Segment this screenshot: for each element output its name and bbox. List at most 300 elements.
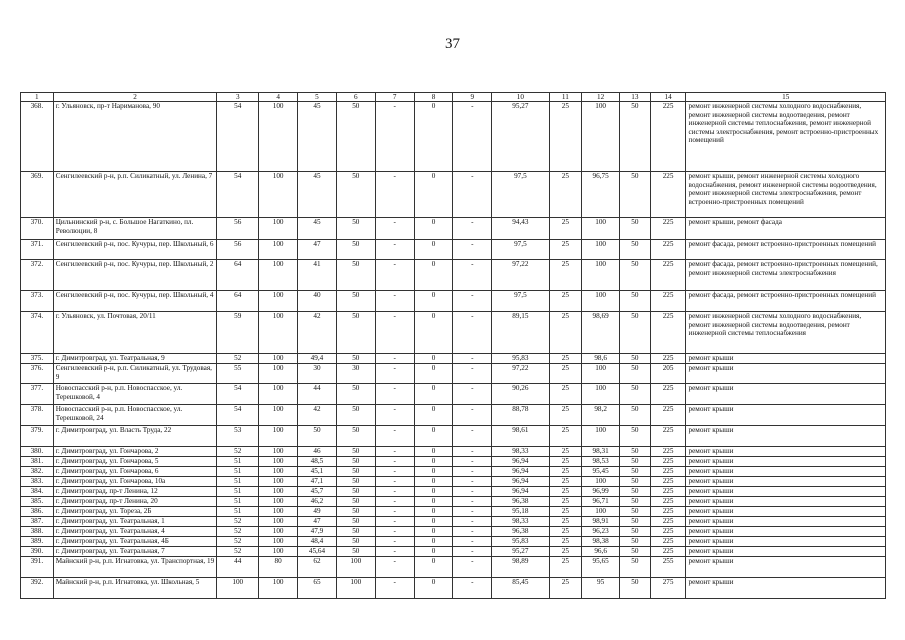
col-6-cell: 50 [336,537,375,547]
col-6-cell: 50 [336,312,375,354]
col-4-cell: 100 [259,312,298,354]
col-10-cell: 98,61 [492,426,549,447]
table-row [21,467,886,477]
col-8-cell: 0 [414,260,453,291]
col-6-cell: 50 [336,507,375,517]
col-8-cell: 0 [414,517,453,527]
col-7-cell: - [375,426,414,447]
row-number-cell: 384. [21,487,54,497]
col-4-cell: 100 [259,457,298,467]
col-3-cell: 51 [217,507,259,517]
col-12-cell: 98,6 [582,354,620,364]
col-10-cell: 95,18 [492,507,549,517]
col-5-cell: 48,5 [298,457,337,467]
col-12-cell: 95 [582,578,620,599]
header-cell: 1 [21,93,54,102]
col-11-cell: 25 [549,218,582,240]
header-cell: 4 [259,93,298,102]
header-cell: 15 [686,93,886,102]
col-11-cell: 25 [549,578,582,599]
col-12-cell: 100 [582,507,620,517]
col-5-cell: 42 [298,405,337,426]
col-6-cell: 50 [336,497,375,507]
col-3-cell: 51 [217,497,259,507]
table-row [21,218,886,240]
col-13-cell: 50 [620,218,651,240]
col-13-cell: 50 [620,578,651,599]
header-cell: 6 [336,93,375,102]
col-7-cell: - [375,384,414,405]
register-table [20,92,886,599]
col-14-cell: 225 [650,527,686,537]
col-7-cell: - [375,457,414,467]
col-11-cell: 25 [549,172,582,218]
table-row [21,537,886,547]
col-3-cell: 44 [217,557,259,578]
work-description-cell: ремонт крыши [686,467,886,477]
col-6-cell: 50 [336,218,375,240]
address-cell: Сенгилеевский р-н, р.п. Силикатный, ул. Ленина, 7 [53,172,217,218]
col-3-cell: 64 [217,260,259,291]
work-description-cell: ремонт фасада, ремонт встроенно-пристроенных помещений [686,240,886,260]
col-6-cell: 50 [336,517,375,527]
address-cell: г. Димитровград, ул. Гончарова, 5 [53,457,217,467]
col-4-cell: 100 [259,260,298,291]
col-4-cell: 100 [259,172,298,218]
col-10-cell: 90,26 [492,384,549,405]
col-11-cell: 25 [549,547,582,557]
col-8-cell: 0 [414,312,453,354]
col-10-cell: 97,5 [492,291,549,312]
col-11-cell: 25 [549,537,582,547]
header-cell: 12 [582,93,620,102]
col-14-cell: 255 [650,557,686,578]
col-7-cell: - [375,537,414,547]
address-cell: г. Димитровград, ул. Театральная, 7 [53,547,217,557]
col-13-cell: 50 [620,426,651,447]
col-11-cell: 25 [549,260,582,291]
table-row [21,487,886,497]
col-12-cell: 98,91 [582,517,620,527]
col-13-cell: 50 [620,537,651,547]
address-cell: Новоспасский р-н, р.п. Новоспасское, ул. Терешковой, 24 [53,405,217,426]
address-cell: г. Димитровград, ул. Гончарова, 10а [53,477,217,487]
work-description-cell: ремонт крыши [686,405,886,426]
col-9-cell: - [453,537,492,547]
col-11-cell: 25 [549,312,582,354]
col-8-cell: 0 [414,102,453,172]
col-8-cell: 0 [414,172,453,218]
work-description-cell: ремонт крыши [686,426,886,447]
col-11-cell: 25 [549,507,582,517]
col-9-cell: - [453,405,492,426]
header-cell: 10 [492,93,549,102]
work-description-cell: ремонт фасада, ремонт встроенно-пристроенных помещений, ремонт инженерной системы электроснабжения [686,260,886,291]
work-description-cell: ремонт крыши [686,477,886,487]
col-4-cell: 100 [259,547,298,557]
col-12-cell: 96,23 [582,527,620,537]
col-14-cell: 225 [650,497,686,507]
col-6-cell: 50 [336,457,375,467]
col-10-cell: 98,89 [492,557,549,578]
col-7-cell: - [375,487,414,497]
col-12-cell: 96,99 [582,487,620,497]
col-7-cell: - [375,517,414,527]
col-9-cell: - [453,426,492,447]
col-12-cell: 98,53 [582,457,620,467]
col-11-cell: 25 [549,291,582,312]
row-number-cell: 375. [21,354,54,364]
col-6-cell: 50 [336,405,375,426]
col-4-cell: 100 [259,218,298,240]
col-10-cell: 95,27 [492,547,549,557]
col-7-cell: - [375,557,414,578]
col-10-cell: 95,27 [492,102,549,172]
col-11-cell: 25 [549,447,582,457]
col-9-cell: - [453,102,492,172]
work-description-cell: ремонт крыши [686,557,886,578]
col-4-cell: 100 [259,405,298,426]
col-14-cell: 225 [650,537,686,547]
col-3-cell: 64 [217,291,259,312]
col-7-cell: - [375,354,414,364]
col-7-cell: - [375,405,414,426]
table-row [21,364,886,384]
col-9-cell: - [453,260,492,291]
table-row [21,517,886,527]
col-14-cell: 225 [650,172,686,218]
col-5-cell: 45,1 [298,467,337,477]
col-10-cell: 88,78 [492,405,549,426]
col-7-cell: - [375,497,414,507]
col-3-cell: 52 [217,517,259,527]
work-description-cell: ремонт крыши [686,354,886,364]
col-3-cell: 51 [217,477,259,487]
col-8-cell: 0 [414,537,453,547]
work-description-cell: ремонт крыши [686,527,886,537]
table-row [21,578,886,599]
table-row [21,457,886,467]
col-12-cell: 95,45 [582,467,620,477]
col-9-cell: - [453,557,492,578]
col-5-cell: 40 [298,291,337,312]
col-6-cell: 50 [336,172,375,218]
col-7-cell: - [375,364,414,384]
col-3-cell: 56 [217,240,259,260]
work-description-cell: ремонт крыши [686,497,886,507]
col-3-cell: 52 [217,447,259,457]
col-5-cell: 47,1 [298,477,337,487]
row-number-cell: 391. [21,557,54,578]
col-14-cell: 225 [650,291,686,312]
col-9-cell: - [453,457,492,467]
col-13-cell: 50 [620,172,651,218]
col-14-cell: 225 [650,547,686,557]
table-row [21,240,886,260]
row-number-cell: 383. [21,477,54,487]
col-12-cell: 95,65 [582,557,620,578]
col-13-cell: 50 [620,487,651,497]
address-cell: Сенгилеевский р-н, пос. Кучуры, пер. Школьный, 2 [53,260,217,291]
col-10-cell: 96,94 [492,487,549,497]
col-8-cell: 0 [414,477,453,487]
col-13-cell: 50 [620,557,651,578]
col-10-cell: 96,94 [492,467,549,477]
col-3-cell: 52 [217,354,259,364]
col-6-cell: 50 [336,102,375,172]
col-10-cell: 97,5 [492,240,549,260]
col-14-cell: 225 [650,218,686,240]
col-9-cell: - [453,364,492,384]
col-3-cell: 54 [217,384,259,405]
col-13-cell: 50 [620,477,651,487]
col-6-cell: 50 [336,291,375,312]
col-8-cell: 0 [414,405,453,426]
col-5-cell: 45,64 [298,547,337,557]
page-number: 37 [445,36,460,52]
col-14-cell: 225 [650,467,686,477]
col-5-cell: 47,9 [298,527,337,537]
col-7-cell: - [375,172,414,218]
header-cell: 7 [375,93,414,102]
col-7-cell: - [375,240,414,260]
col-5-cell: 62 [298,557,337,578]
col-12-cell: 98,31 [582,447,620,457]
col-6-cell: 50 [336,487,375,497]
address-cell: г. Димитровград, пр-т Ленина, 20 [53,497,217,507]
col-6-cell: 50 [336,467,375,477]
col-8-cell: 0 [414,527,453,537]
col-14-cell: 225 [650,312,686,354]
address-cell: г. Димитровград, ул. Театральная, 4 [53,527,217,537]
col-4-cell: 100 [259,447,298,457]
col-10-cell: 95,83 [492,537,549,547]
col-11-cell: 25 [549,384,582,405]
col-13-cell: 50 [620,517,651,527]
col-14-cell: 225 [650,426,686,447]
col-4-cell: 100 [259,527,298,537]
row-number-cell: 368. [21,102,54,172]
col-4-cell: 100 [259,354,298,364]
col-10-cell: 96,38 [492,497,549,507]
col-5-cell: 49 [298,507,337,517]
col-5-cell: 45,7 [298,487,337,497]
work-description-cell: ремонт крыши, ремонт фасада [686,218,886,240]
col-13-cell: 50 [620,527,651,537]
work-description-cell: ремонт крыши, ремонт инженерной системы холодного водоснабжения, ремонт инженерной системы водоотведения, ремонт инженерной системы электроснабжения, ремонт встроенно-пристроенных помещений [686,172,886,218]
table-row [21,291,886,312]
col-4-cell: 100 [259,477,298,487]
col-4-cell: 100 [259,497,298,507]
row-number-cell: 378. [21,405,54,426]
col-5-cell: 44 [298,384,337,405]
col-4-cell: 100 [259,537,298,547]
col-8-cell: 0 [414,507,453,517]
col-9-cell: - [453,240,492,260]
address-cell: г. Димитровград, ул. Театральная, 9 [53,354,217,364]
col-13-cell: 50 [620,467,651,477]
col-13-cell: 50 [620,354,651,364]
col-10-cell: 97,5 [492,172,549,218]
col-3-cell: 52 [217,537,259,547]
work-description-cell: ремонт инженерной системы холодного водоснабжения, ремонт инженерной системы водоотведения, ремонт инженерной системы теплоснабжения, ремонт инженерной системы электроснабжения, ремонт встроенно-пристроенных помещений [686,102,886,172]
col-8-cell: 0 [414,364,453,384]
col-8-cell: 0 [414,557,453,578]
col-8-cell: 0 [414,384,453,405]
col-6-cell: 50 [336,447,375,457]
col-6-cell: 100 [336,557,375,578]
col-14-cell: 225 [650,384,686,405]
header-cell: 11 [549,93,582,102]
col-13-cell: 50 [620,260,651,291]
work-description-cell: ремонт инженерной системы холодного водоснабжения, ремонт инженерной системы водоотведения, ремонт инженерной системы теплоснабжения [686,312,886,354]
col-5-cell: 45 [298,102,337,172]
col-9-cell: - [453,497,492,507]
col-13-cell: 50 [620,447,651,457]
table-row [21,102,886,172]
table-row [21,426,886,447]
col-14-cell: 225 [650,260,686,291]
work-description-cell: ремонт крыши [686,447,886,457]
col-8-cell: 0 [414,578,453,599]
header-cell: 2 [53,93,217,102]
col-9-cell: - [453,467,492,477]
work-description-cell: ремонт крыши [686,578,886,599]
address-cell: г. Димитровград, ул. Театральная, 1 [53,517,217,527]
address-cell: г. Ульяновск, ул. Почтовая, 20/11 [53,312,217,354]
header-cell: 14 [650,93,686,102]
col-9-cell: - [453,507,492,517]
row-number-cell: 373. [21,291,54,312]
col-5-cell: 45 [298,172,337,218]
table-row [21,354,886,364]
col-11-cell: 25 [549,405,582,426]
table-row [21,557,886,578]
col-10-cell: 98,33 [492,447,549,457]
row-number-cell: 377. [21,384,54,405]
col-11-cell: 25 [549,487,582,497]
col-9-cell: - [453,447,492,457]
table-row [21,547,886,557]
col-7-cell: - [375,102,414,172]
col-7-cell: - [375,507,414,517]
col-11-cell: 25 [549,557,582,578]
col-9-cell: - [453,527,492,537]
col-3-cell: 51 [217,457,259,467]
col-5-cell: 47 [298,240,337,260]
col-14-cell: 225 [650,102,686,172]
col-3-cell: 52 [217,547,259,557]
row-number-cell: 382. [21,467,54,477]
col-12-cell: 98,2 [582,405,620,426]
col-10-cell: 94,43 [492,218,549,240]
col-6-cell: 50 [336,527,375,537]
col-6-cell: 50 [336,354,375,364]
col-13-cell: 50 [620,102,651,172]
col-3-cell: 54 [217,172,259,218]
col-7-cell: - [375,291,414,312]
header-cell: 8 [414,93,453,102]
col-11-cell: 25 [549,354,582,364]
row-number-cell: 380. [21,447,54,457]
col-3-cell: 54 [217,405,259,426]
table-row [21,477,886,487]
col-5-cell: 65 [298,578,337,599]
col-6-cell: 50 [336,477,375,487]
address-cell: г. Димитровград, ул. Гончарова, 2 [53,447,217,457]
col-5-cell: 30 [298,364,337,384]
col-6-cell: 50 [336,260,375,291]
col-4-cell: 100 [259,467,298,477]
col-9-cell: - [453,291,492,312]
col-12-cell: 100 [582,102,620,172]
row-number-cell: 392. [21,578,54,599]
address-cell: г. Димитровград, ул. Власть Труда, 22 [53,426,217,447]
address-cell: Цильнинский р-н, с. Большое Нагаткино, пл. Революции, 8 [53,218,217,240]
col-3-cell: 54 [217,102,259,172]
address-cell: г. Димитровград, ул. Тореза, 2Б [53,507,217,517]
col-14-cell: 225 [650,354,686,364]
row-number-cell: 371. [21,240,54,260]
col-3-cell: 51 [217,467,259,477]
header-cell: 9 [453,93,492,102]
col-10-cell: 85,45 [492,578,549,599]
col-9-cell: - [453,312,492,354]
col-4-cell: 100 [259,487,298,497]
col-9-cell: - [453,477,492,487]
col-7-cell: - [375,477,414,487]
col-13-cell: 50 [620,384,651,405]
header-cell: 13 [620,93,651,102]
col-5-cell: 46 [298,447,337,457]
col-12-cell: 98,69 [582,312,620,354]
col-13-cell: 50 [620,497,651,507]
work-description-cell: ремонт крыши [686,457,886,467]
col-3-cell: 53 [217,426,259,447]
table-row [21,497,886,507]
col-6-cell: 100 [336,578,375,599]
col-14-cell: 225 [650,240,686,260]
address-cell: г. Димитровград, ул. Театральная, 4Б [53,537,217,547]
col-13-cell: 50 [620,405,651,426]
col-8-cell: 0 [414,487,453,497]
col-4-cell: 100 [259,507,298,517]
row-number-cell: 379. [21,426,54,447]
col-14-cell: 275 [650,578,686,599]
col-5-cell: 45 [298,218,337,240]
col-3-cell: 59 [217,312,259,354]
col-5-cell: 50 [298,426,337,447]
col-10-cell: 98,33 [492,517,549,527]
col-12-cell: 96,6 [582,547,620,557]
col-3-cell: 100 [217,578,259,599]
work-description-cell: ремонт крыши [686,364,886,384]
col-9-cell: - [453,547,492,557]
col-7-cell: - [375,578,414,599]
col-3-cell: 56 [217,218,259,240]
work-description-cell: ремонт фасада, ремонт встроенно-пристроенных помещений [686,291,886,312]
col-14-cell: 225 [650,457,686,467]
row-number-cell: 388. [21,527,54,537]
work-description-cell: ремонт крыши [686,517,886,527]
row-number-cell: 390. [21,547,54,557]
col-11-cell: 25 [549,467,582,477]
address-cell: г. Ульяновск, пр-т Нариманова, 90 [53,102,217,172]
col-8-cell: 0 [414,291,453,312]
table-row [21,260,886,291]
col-8-cell: 0 [414,218,453,240]
work-description-cell: ремонт крыши [686,547,886,557]
